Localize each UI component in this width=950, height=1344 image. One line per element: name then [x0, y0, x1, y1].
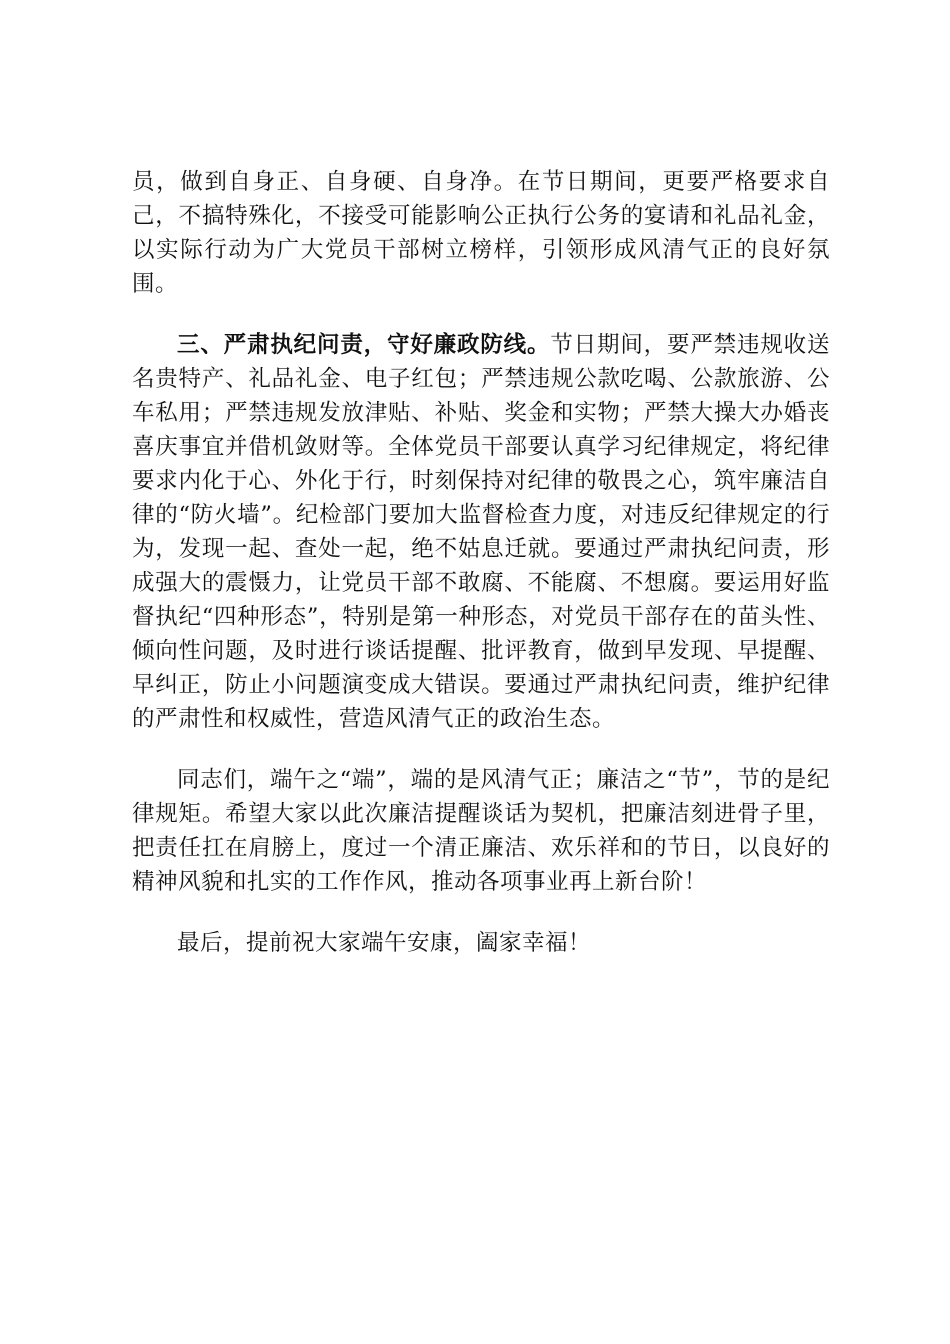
paragraph-closing [132, 763, 830, 899]
paragraph-section-three [132, 328, 830, 736]
paragraph-text: 同志们，端午之“端”，端的是风清气正；廉洁之“节”，节的是纪律规矩。希望大家以此次廉洁提醒谈话为契机，把廉洁刻进骨子里，把责任扛在肩膀上，度过一个清正廉洁、欢乐祥和的节日，以良好的精神风貌和扎实的工作作风，推动各项事业再上新台阶！ [132, 767, 830, 895]
paragraph-text: 员，做到自身正、自身硬、自身净。在节日期间，更要严格要求自己，不搞特殊化，不接受可能影响公正执行公务的宴请和礼品礼金，以实际行动为广大党员干部树立榜样，引领形成风清气正的良好氛围。 [132, 169, 830, 297]
paragraph-greeting [132, 926, 830, 960]
paragraph-text: 节日期间，要严禁违规收送名贵特产、礼品礼金、电子红包；严禁违规公款吃喝、公款旅游、公车私用；严禁违规发放津贴、补贴、奖金和实物；严禁大操大办婚丧喜庆事宜并借机敛财等。全体党员干部要认真学习纪律规定，将纪律要求内化于心、外化于行，时刻保持对纪律的敬畏之心，筑牢廉洁自律的“防火墙”。纪检部门要加大监督检查力度，对违反纪律规定的行为，发现一起、查处一起，绝不姑息迁就。要通过严肃执纪问责，形成强大的震慑力，让党员干部不敢腐、不能腐、不想腐。要运用好监督执纪“四种形态”，特别是第一种形态，对党员干部存在的苗头性、倾向性问题，及时进行谈话提醒、批评教育，做到早发现、早提醒、早纠正，防止小问题演变成大错误。要通过严肃执纪问责，维护纪律的严肃性和权威性，营造风清气正的政治生态。 [132, 332, 830, 732]
paragraph-text: 最后，提前祝大家端午安康，阖家幸福！ [177, 930, 592, 956]
paragraph-continuation [132, 165, 830, 301]
section-heading: 三、严肃执纪问责，守好廉政防线。 [177, 332, 551, 358]
document-body [132, 165, 830, 987]
